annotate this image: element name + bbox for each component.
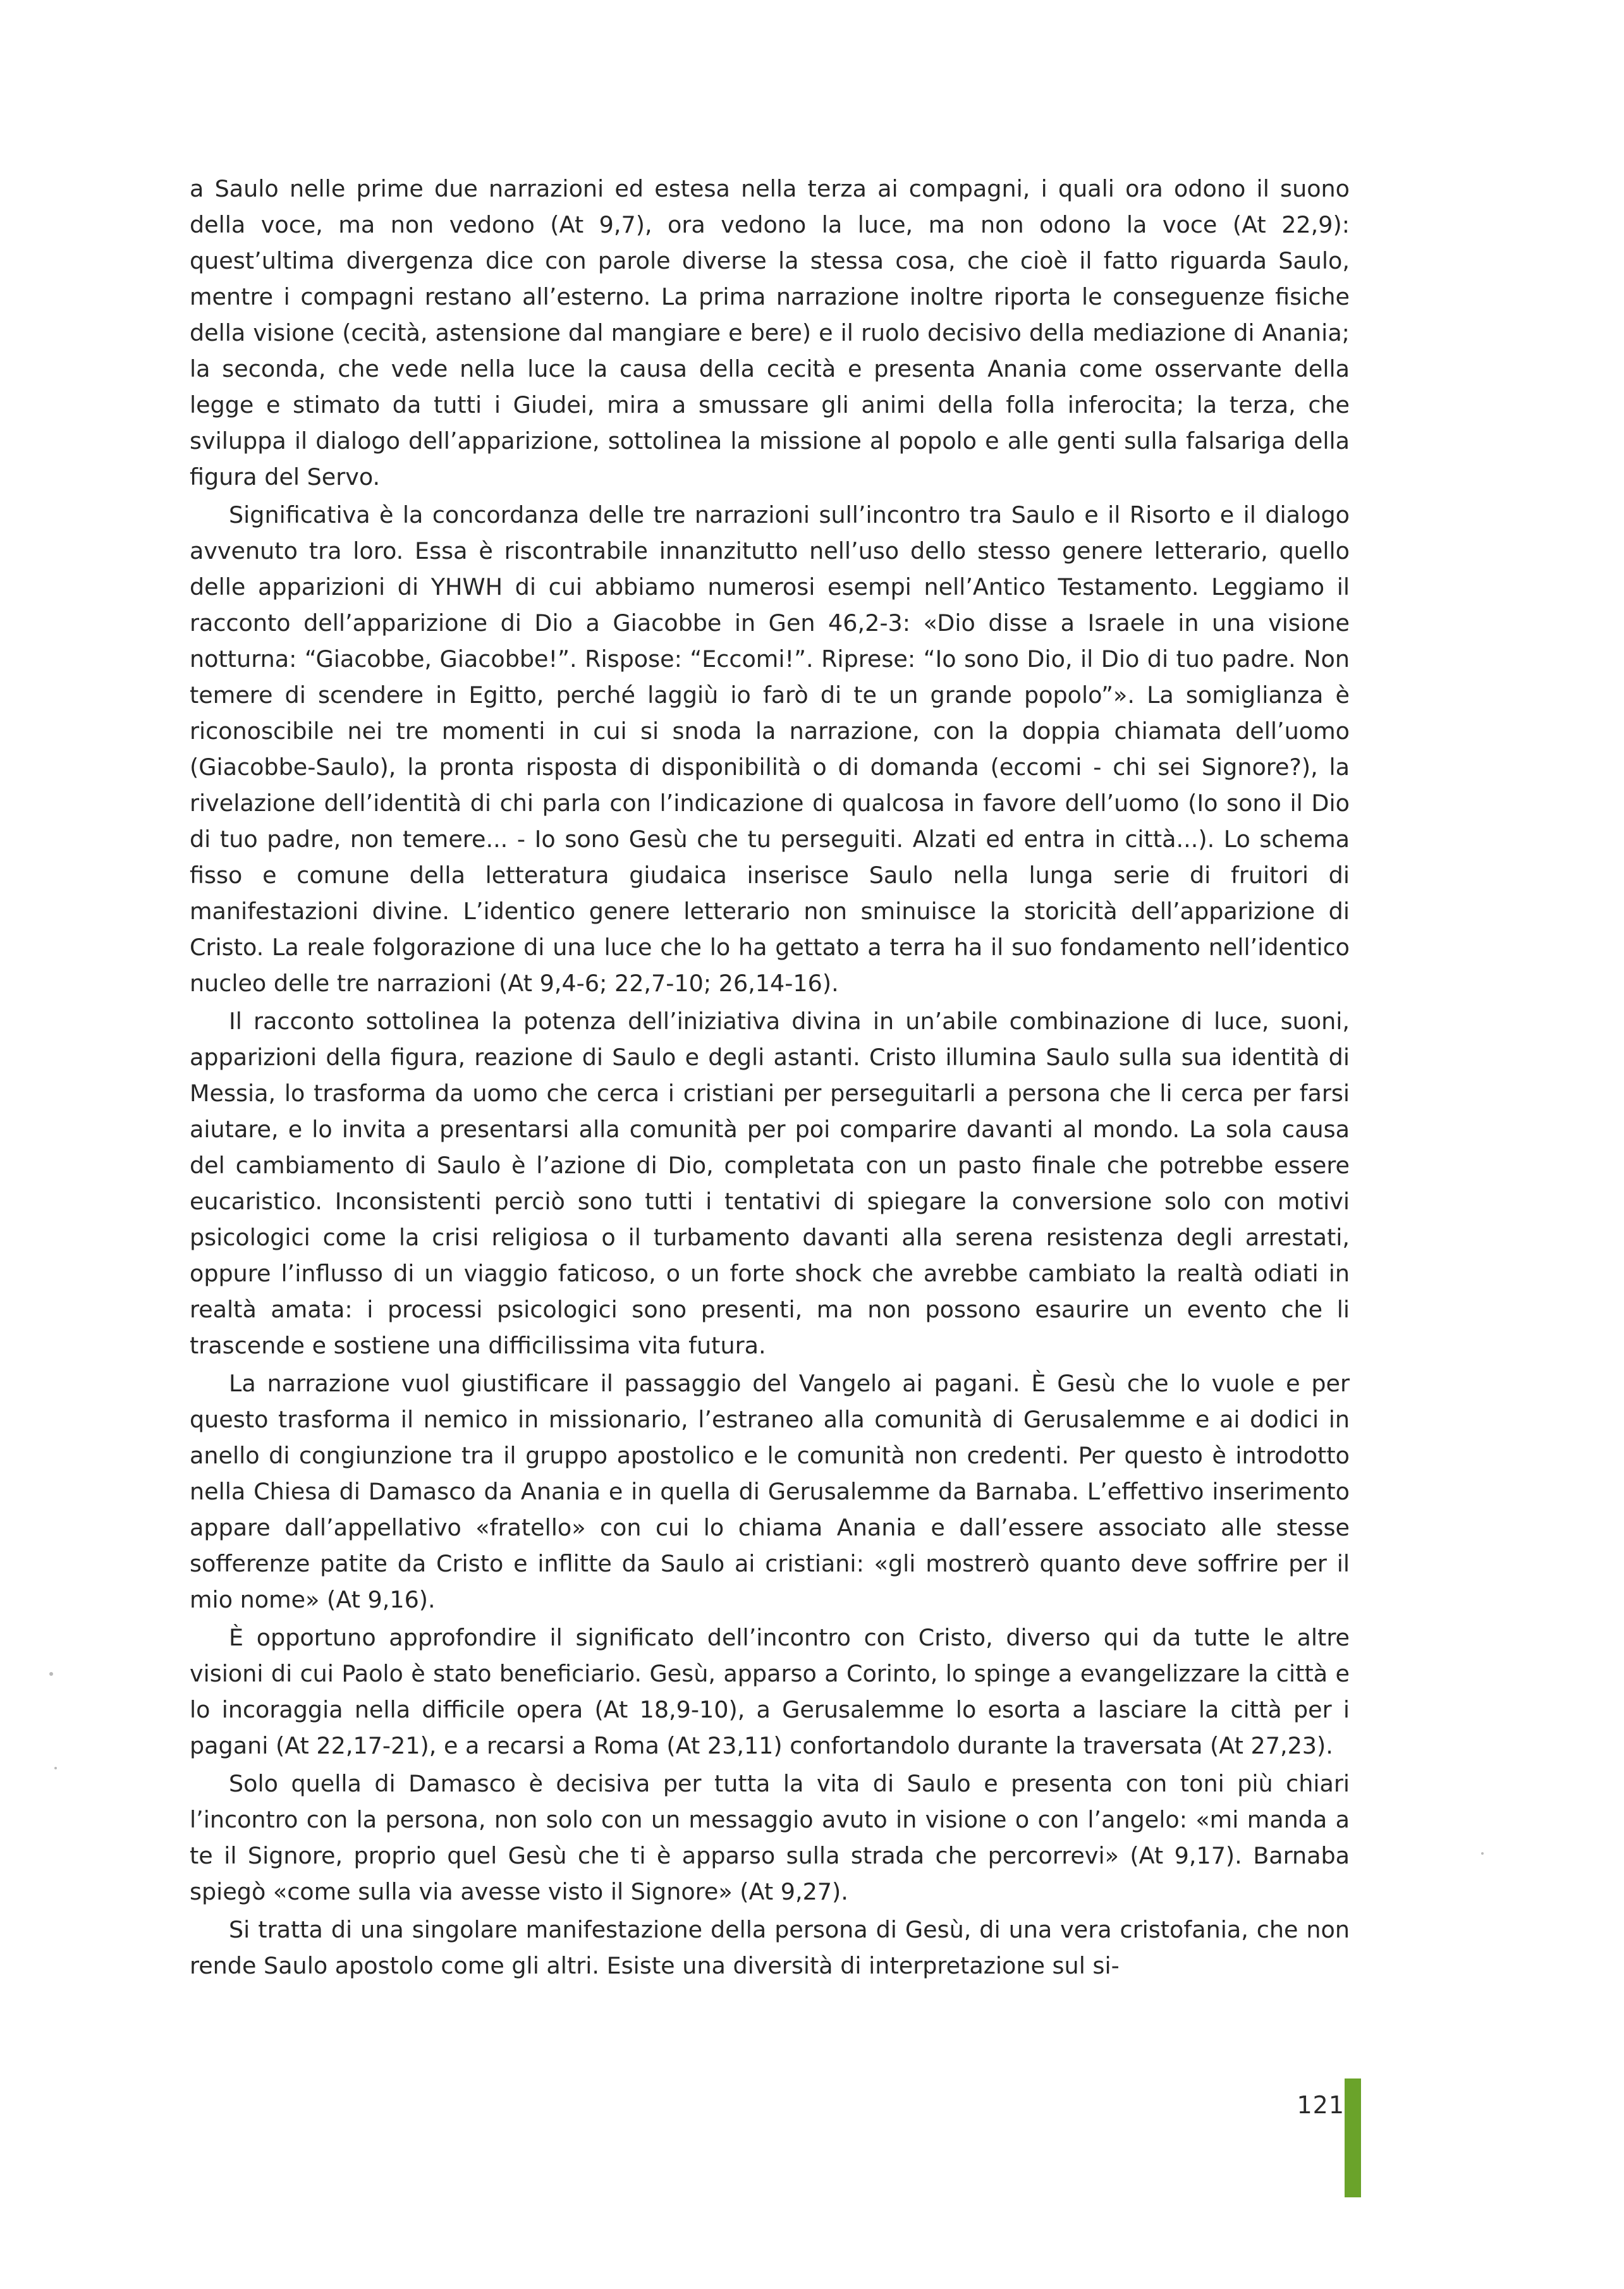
- paragraph: Si tratta di una singolare manifestazione della persona di Gesù, di una vera cristofania, che non rende Saulo apostolo come gli altri. Esiste una diversità di interpretazione sul si-: [190, 1916, 1350, 1979]
- paragraph: Solo quella di Damasco è decisiva per tutta la vita di Saulo e presenta con toni più chiari l’incontro con la persona, non solo con un messaggio avuto in visione o con l’angelo: «mi manda a te il Signore, proprio quel Gesù che ti è apparso sulla strada che percorrevi» (At 9,17). Barnaba spiegò «come sulla via avesse visto il Signore» (At 9,27).: [190, 1770, 1350, 1905]
- scan-speck: [1481, 1852, 1484, 1855]
- paragraph: Significativa è la concordanza delle tre narrazioni sull’incontro tra Saulo e il Risorto e il dialogo avvenuto tra loro. Essa è riscontrabile innanzitutto nell’uso dello stesso genere letterario, quello delle apparizioni di YHWH di cui abbiamo numerosi esempi nell’Antico Testamento. Leggiamo il racconto dell’apparizione di Dio a Giacobbe in Gen 46,2-3: «Dio disse a Israele in una visione notturna: “Giacobbe, Giacobbe!”. Rispose: “Eccomi!”. Riprese: “Io sono Dio, il Dio di tuo padre. Non temere di scendere in Egitto, perché laggiù io farò di te un grande popolo”». La somiglianza è riconoscibile nei tre momenti in cui si snoda la narrazione, con la doppia chiamata dell’uomo (Giacobbe-Saulo), la pronta risposta di disponibilità o di domanda (eccomi - chi sei Signore?), la rivelazione dell’identità di chi parla con l’indicazione di qualcosa in favore dell’uomo (Io sono il Dio di tuo padre, non temere... - Io sono Gesù che tu perseguiti. Alzati ed entra in città...). Lo schema fisso e comune della letteratura giudaica inserisce Saulo nella lunga serie di fruitori di manifestazioni divine. L’identico genere letterario non sminuisce la storicità dell’apparizione di Cristo. La reale folgorazione di una luce che lo ha gettato a terra ha il suo fondamento nell’identico nucleo delle tre narrazioni (At 9,4-6; 22,7-10; 26,14-16).: [190, 501, 1350, 997]
- section-color-band: [1345, 2078, 1361, 2197]
- scan-speck: [54, 1767, 57, 1769]
- scan-speck: [49, 1672, 53, 1676]
- paragraph: a Saulo nelle prime due narrazioni ed estesa nella terza ai compagni, i quali ora odono il suono della voce, ma non vedono (At 9,7), ora vedono la luce, ma non odono la voce (At 22,9): quest’ultima divergenza dice con parole diverse la stessa cosa, che cioè il fatto riguarda Saulo, mentre i compagni restano all’esterno. La prima narrazione inoltre riporta le conseguenze fisiche della visione (cecità, astensione dal mangiare e bere) e il ruolo decisivo della mediazione di Anania; la seconda, che vede nella luce la causa della cecità e presenta Anania come osservante della legge e stimato da tutti i Giudei, mira a smussare gli animi della folla inferocita; la terza, che sviluppa il dialogo dell’apparizione, sottolinea la missione al popolo e alle genti sulla falsariga della figura del Servo.: [190, 175, 1350, 491]
- body-text: [190, 171, 1350, 1984]
- paragraph: La narrazione vuol giustificare il passaggio del Vangelo ai pagani. È Gesù che lo vuole e per questo trasforma il nemico in missionario, l’estraneo alla comunità di Gerusalemme e ai dodici in anello di congiunzione tra il gruppo apostolico e le comunità non credenti. Per questo è introdotto nella Chiesa di Damasco da Anania e in quella di Gerusalemme da Barnaba. L’effettivo inserimento appare dall’appellativo «fratello» con cui lo chiama Anania e dall’essere associato alle stesse sofferenze patite da Cristo e inflitte da Saulo ai cristiani: «gli mostrerò quanto deve soffrire per il mio nome» (At 9,16).: [190, 1370, 1350, 1613]
- paragraph: Il racconto sottolinea la potenza dell’iniziativa divina in un’abile combinazione di luce, suoni, apparizioni della figura, reazione di Saulo e degli astanti. Cristo illumina Saulo sulla sua identità di Messia, lo trasforma da uomo che cerca i cristiani per perseguitarli a persona che li cerca per farsi aiutare, e lo invita a presentarsi alla comunità per poi comparire davanti al mondo. La sola causa del cambiamento di Saulo è l’azione di Dio, completata con un pasto finale che potrebbe essere eucaristico. Inconsistenti perciò sono tutti i tentativi di spiegare la conversione solo con motivi psicologici come la crisi religiosa o il turbamento davanti alla serena resistenza degli arrestati, oppure l’influsso di un viaggio faticoso, o un forte shock che avrebbe cambiato la realtà odiati in realtà amata: i processi psicologici sono presenti, ma non possono esaurire un evento che li trascende e sostiene una difficilissima vita futura.: [190, 1008, 1350, 1359]
- paragraph: È opportuno approfondire il significato dell’incontro con Cristo, diverso qui da tutte le altre visioni di cui Paolo è stato beneficiario. Gesù, apparso a Corinto, lo spinge a evangelizzare la città e lo incoraggia nella difficile opera (At 18,9-10), a Gerusalemme lo esorta a lasciare la città per i pagani (At 22,17-21), e a recarsi a Roma (At 23,11) confortandolo durante la traversata (At 27,23).: [190, 1624, 1350, 1759]
- page-number: 121: [1297, 2091, 1345, 2119]
